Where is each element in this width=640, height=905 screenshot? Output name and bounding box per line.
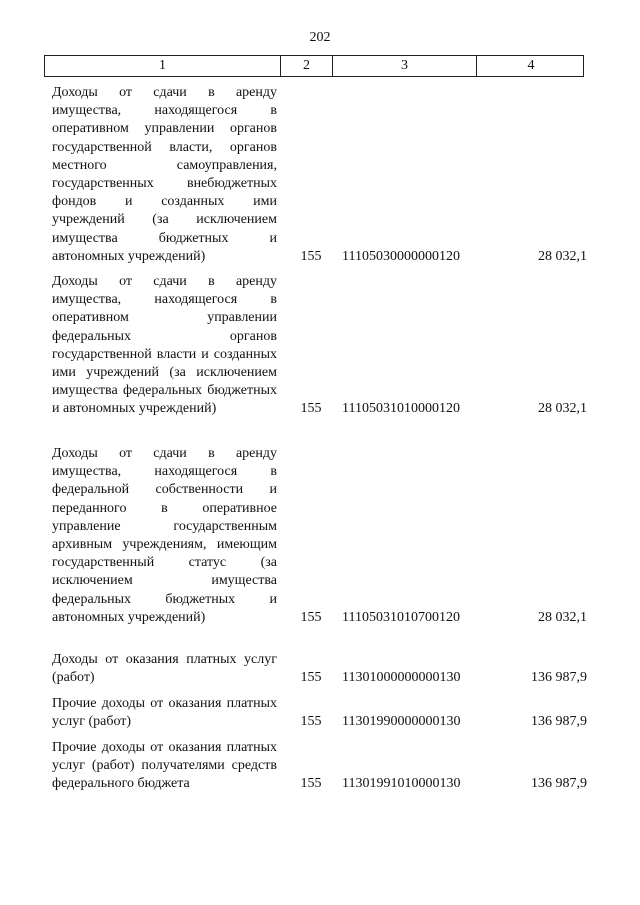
row-amount: 28 032,1 <box>538 248 587 264</box>
row-kbk: 11105030000000120 <box>342 248 460 264</box>
header-col-3: 3 <box>333 56 477 76</box>
row-name: Доходы от сдачи в аренду имущества, находящегося в оперативном управлении федеральных органов государственной власти и созданных ими учреждений (за исключением имущества федеральных бюджетных и автономных учреждений) <box>52 274 277 417</box>
row-code: 155 <box>300 609 322 625</box>
table-header <box>44 55 584 77</box>
row-kbk: 11301991010000130 <box>342 776 461 792</box>
row-amount: 136 987,9 <box>531 670 587 686</box>
header-col-4: 4 <box>527 58 535 73</box>
row-amount: 28 032,1 <box>538 401 587 417</box>
row-kbk: 11301990000000130 <box>342 714 461 730</box>
row-kbk: 11105031010700120 <box>342 609 460 625</box>
table-row <box>52 84 592 266</box>
row-code: 155 <box>300 714 322 730</box>
table-row <box>52 739 592 794</box>
row-name: Прочие доходы от оказания платных услуг (работ) получателями средств федерального бюджета <box>52 740 277 792</box>
row-name: Доходы от сдачи в аренду имущества, находящегося в оперативном управлении органов государственной власти, органов местного самоуправления, государственных внебюджетных фондов и созданных ими учреждений (за исключением имущества бюджетных и автономных учреждений) <box>52 85 277 264</box>
row-name: Доходы от сдачи в аренду имущества, находящегося в федеральной собственности и переданного в оперативное управление государственным архивным учреждениям, имеющим государственный статус (за исключением имущества федеральных бюджетных и автономных учреждений) <box>52 446 277 625</box>
row-code: 155 <box>300 670 322 686</box>
table-row <box>52 695 592 731</box>
header-col-1: 1 <box>45 56 281 76</box>
row-kbk: 11105031010000120 <box>342 401 460 417</box>
row-code: 155 <box>300 248 322 264</box>
row-amount: 136 987,9 <box>531 714 587 730</box>
table-row <box>52 445 592 627</box>
row-kbk: 11301000000000130 <box>342 670 461 686</box>
row-code: 155 <box>300 776 322 792</box>
page-number: 202 <box>309 30 331 45</box>
row-code: 155 <box>300 401 322 417</box>
row-amount: 28 032,1 <box>538 609 587 625</box>
row-name: Прочие доходы от оказания платных услуг (работ) <box>52 696 277 730</box>
table-row <box>52 651 592 687</box>
header-col-2: 2 <box>281 56 333 76</box>
table-row <box>52 273 592 419</box>
row-amount: 136 987,9 <box>531 776 587 792</box>
row-name: Доходы от оказания платных услуг (работ) <box>52 652 277 686</box>
